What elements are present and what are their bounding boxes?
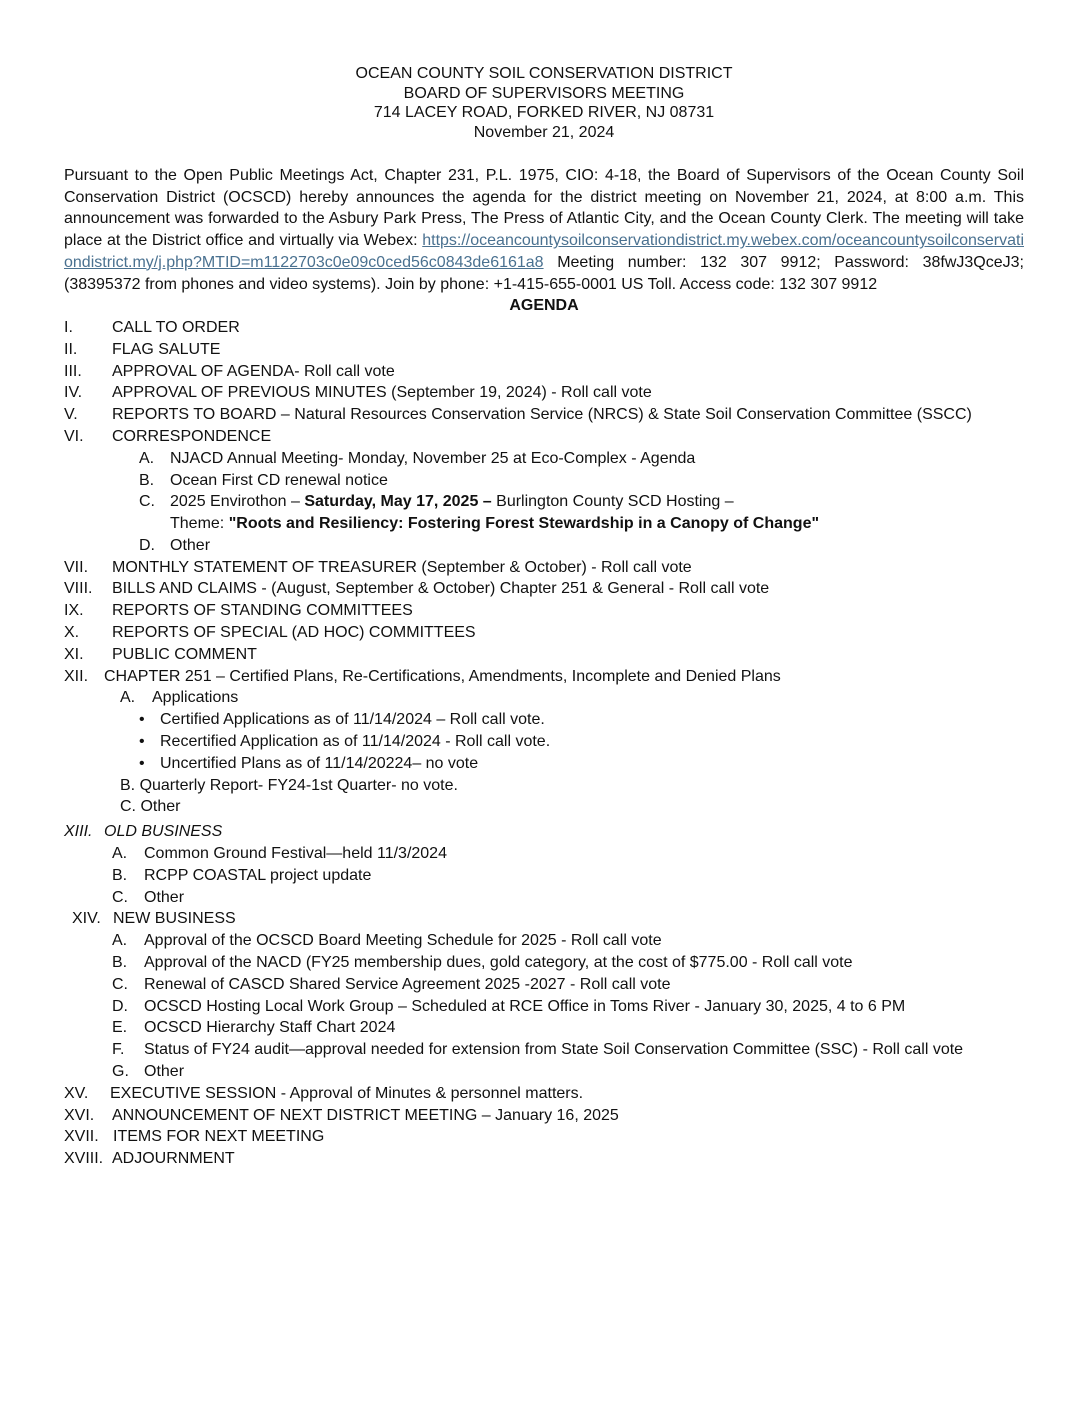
- agenda-item-correspondence: [64, 426, 1024, 448]
- subitem-text: [170, 491, 734, 513]
- document-header: [64, 64, 1024, 142]
- subitem-letter: C.: [112, 975, 128, 993]
- agenda-item-public-comment: [64, 644, 1024, 666]
- subitem-letter: B.: [139, 471, 155, 489]
- agenda-subitem-applications: [64, 687, 1024, 709]
- item-number: XIII.: [64, 823, 93, 841]
- bullet-text: Recertified Application as of 11/14/2024 - Roll call vote.: [160, 733, 551, 751]
- subitem-text: RCPP COASTAL project update: [144, 866, 372, 884]
- subitem-letter: A.: [139, 449, 155, 467]
- item-text: REPORTS OF STANDING COMMITTEES: [112, 602, 413, 620]
- item-text: ANNOUNCEMENT OF NEXT DISTRICT MEETING – January 16, 2025: [112, 1106, 619, 1124]
- agenda-item-approval-of-agenda: [64, 361, 1024, 383]
- item-number: XVII.: [64, 1128, 99, 1146]
- bullet-marker: •: [139, 711, 145, 729]
- agenda-item-adjournment: [64, 1148, 1024, 1170]
- subitem-text: Approval of the NACD (FY25 membership dues, gold category, at the cost of $775.00 - Roll call vote: [144, 954, 853, 972]
- agenda-item-special-committees: [64, 622, 1024, 644]
- subitem-text: [170, 513, 819, 535]
- agenda-subitem: [64, 996, 1024, 1018]
- meeting-address: 714 LACEY ROAD, FORKED RIVER, NJ 08731: [373, 104, 715, 121]
- subitem-text: Ocean First CD renewal notice: [170, 471, 388, 489]
- item-number: IX.: [64, 602, 84, 620]
- agenda-subitem-theme: [64, 513, 1024, 535]
- item-text: APPROVAL OF PREVIOUS MINUTES (September 19, 2024) - Roll call vote: [112, 384, 652, 402]
- subitem-letter: B.: [112, 954, 128, 972]
- item-text: ITEMS FOR NEXT MEETING: [113, 1128, 325, 1146]
- theme-title: "Roots and Resiliency: Fostering Forest Stewardship in a Canopy of Change": [228, 515, 820, 533]
- item-number: XVI.: [64, 1106, 95, 1124]
- item-text: MONTHLY STATEMENT OF TREASURER (September & October) - Roll call vote: [112, 558, 692, 576]
- agenda-item-executive-session: [64, 1083, 1024, 1105]
- subitem-letter: A.: [120, 689, 136, 707]
- subitem-letter: F.: [112, 1041, 125, 1059]
- bullet-text: Uncertified Plans as of 11/14/20224– no vote: [160, 754, 479, 772]
- bullet-marker: •: [139, 733, 145, 751]
- theme-label: Theme:: [170, 515, 229, 533]
- subitem-letter: E.: [112, 1019, 128, 1037]
- subitem-text: Common Ground Festival—held 11/3/2024: [144, 845, 447, 863]
- item-number: VIII.: [64, 580, 93, 598]
- subitem-text: B. Quarterly Report- FY24-1st Quarter- no vote.: [120, 776, 458, 794]
- item-number: XII.: [64, 667, 89, 685]
- subitem-letter: G.: [112, 1063, 129, 1081]
- subitem-text: Other: [144, 888, 185, 906]
- item-text: ADJOURNMENT: [112, 1150, 235, 1168]
- subitem-text: Status of FY24 audit—approval needed for extension from State Soil Conservation Committee (SSC) - Roll call vote: [144, 1041, 964, 1059]
- agenda-item-items-for-next-meeting: [64, 1126, 1024, 1148]
- agenda-list: [64, 317, 1024, 1170]
- subitem-text: OCSCD Hierarchy Staff Chart 2024: [144, 1019, 396, 1037]
- subitem-text: NJACD Annual Meeting- Monday, November 25 at Eco-Complex - Agenda: [170, 449, 696, 467]
- meeting-title: BOARD OF SUPERVISORS MEETING: [403, 84, 685, 102]
- item-text: REPORTS OF SPECIAL (AD HOC) COMMITTEES: [112, 624, 476, 642]
- item-number: I.: [64, 318, 73, 336]
- item-text: EXECUTIVE SESSION - Approval of Minutes & personnel matters.: [110, 1084, 584, 1102]
- meeting-date: November 21, 2024: [473, 123, 615, 141]
- agenda-subitem: [64, 887, 1024, 909]
- agenda-subitem: [64, 865, 1024, 887]
- agenda-item-treasurer: [64, 557, 1024, 579]
- item-number: IV.: [64, 384, 83, 402]
- item-number: XI.: [64, 645, 84, 663]
- agenda-subitem: [64, 1039, 1024, 1061]
- item-text: PUBLIC COMMENT: [112, 645, 257, 663]
- subitem-letter: D.: [139, 536, 155, 554]
- agenda-item-old-business: [64, 821, 1024, 843]
- item-number: V.: [64, 406, 78, 424]
- item-text: CALL TO ORDER: [112, 318, 240, 336]
- agenda-subitem: [64, 974, 1024, 996]
- subitem-text: Approval of the OCSCD Board Meeting Schedule for 2025 - Roll call vote: [144, 932, 662, 950]
- subitem-letter: C.: [139, 493, 155, 511]
- agenda-item-call-to-order: [64, 317, 1024, 339]
- item-text: CHAPTER 251 – Certified Plans, Re-Certifications, Amendments, Incomplete and Denied Plans: [104, 667, 781, 685]
- agenda-item-next-meeting-announcement: [64, 1105, 1024, 1127]
- envirothon-host: Burlington County SCD Hosting –: [491, 493, 734, 511]
- agenda-heading: AGENDA: [509, 297, 579, 315]
- intro-text: Pursuant to the Open Public Meetings Act, Chapter 231, P.L. 1975, CIO: 4-18, the Board of Supervisors of the Ocean County Soil Conservation District (OCSCD) hereby announces the agenda for the district meeting on November 21, 2024, at 8:00 a.m. This announcement was forwarded to the Asbury Park Press, The Press of Atlantic City, and the Ocean County Clerk. The meeting will take place at the District office and virtually via Webex:: [64, 167, 1024, 250]
- item-text: REPORTS TO BOARD – Natural Resources Conservation Service (NRCS) & State Soil Conservation Committee (SSCC): [112, 406, 972, 424]
- agenda-subitem: [64, 843, 1024, 865]
- agenda-subitem: [64, 1017, 1024, 1039]
- item-text: OLD BUSINESS: [104, 823, 223, 841]
- item-text: FLAG SALUTE: [112, 340, 221, 358]
- subitem-text: C. Other: [120, 798, 181, 816]
- item-number: XIV.: [72, 910, 101, 928]
- agenda-item-bills-and-claims: [64, 578, 1024, 600]
- item-number: X.: [64, 624, 80, 642]
- org-name: OCEAN COUNTY SOIL CONSERVATION DISTRICT: [355, 65, 733, 82]
- subitem-text: Renewal of CASCD Shared Service Agreement 2025 -2027 - Roll call vote: [144, 975, 671, 993]
- agenda-subitem: [64, 448, 1024, 470]
- agenda-item-standing-committees: [64, 600, 1024, 622]
- webex-link[interactable]: https://oceancountysoilconservationdistrict.my.webex.com/oceancountysoilconservationdistrict.my/j.php?MTID=m1122703c0e09c0ced56c0843de6161a8: [64, 232, 1024, 271]
- agenda-item-new-business: [64, 908, 1024, 930]
- agenda-subitem: [64, 535, 1024, 557]
- agenda-subitem: [64, 1061, 1024, 1083]
- intro-meeting-details: Meeting number: 132 307 9912; Password: 38fwJ3QceJ3; (38395372 from phones and video systems). Join by phone: +1-415-655-0001 US Toll. Access code: 132 307 9912: [64, 253, 1024, 293]
- subitem-text: Other: [170, 536, 211, 554]
- bullet-marker: •: [139, 754, 145, 772]
- agenda-item-reports-to-board: [64, 404, 1024, 426]
- item-number: XV.: [64, 1084, 89, 1102]
- item-text: CORRESPONDENCE: [112, 427, 272, 445]
- agenda-bullet-item: [64, 709, 1024, 731]
- item-text: APPROVAL OF AGENDA- Roll call vote: [112, 362, 395, 380]
- agenda-item-chapter-251: [64, 666, 1024, 688]
- subitem-text: Other: [144, 1063, 185, 1081]
- subitem-letter: A.: [112, 845, 128, 863]
- envirothon-date: Saturday, May 17, 2025 –: [304, 493, 492, 511]
- item-number: XVIII.: [64, 1150, 104, 1168]
- intro-paragraph: [64, 165, 1024, 295]
- item-text: BILLS AND CLAIMS - (August, September & October) Chapter 251 & General - Roll call vote: [112, 580, 770, 598]
- item-number: VII.: [64, 558, 89, 576]
- subitem-letter: A.: [112, 932, 128, 950]
- item-text: NEW BUSINESS: [113, 910, 236, 928]
- agenda-subitem-envirothon: [64, 491, 1024, 513]
- item-number: II.: [64, 340, 78, 358]
- bullet-text: Certified Applications as of 11/14/2024 – Roll call vote.: [160, 711, 545, 729]
- item-number: VI.: [64, 427, 84, 445]
- agenda-item-previous-minutes: [64, 382, 1024, 404]
- subitem-letter: D.: [112, 997, 128, 1015]
- agenda-subitem-quarterly-report: [64, 775, 1024, 797]
- agenda-subitem: [64, 952, 1024, 974]
- agenda-bullet-item: [64, 731, 1024, 753]
- subitem-letter: C.: [112, 888, 128, 906]
- item-number: III.: [64, 362, 82, 380]
- subitem-text: OCSCD Hosting Local Work Group – Scheduled at RCE Office in Toms River - January 30, 2025, 4 to 6 PM: [144, 997, 906, 1015]
- subitem-letter: B.: [112, 866, 128, 884]
- agenda-subitem: [64, 930, 1024, 952]
- subitem-text: Applications: [152, 689, 239, 707]
- agenda-subitem-other: [64, 796, 1024, 818]
- agenda-bullet-item: [64, 753, 1024, 775]
- agenda-item-flag-salute: [64, 339, 1024, 361]
- document-page: [64, 64, 1024, 1170]
- envirothon-label: 2025 Envirothon –: [170, 493, 305, 511]
- agenda-subitem: [64, 470, 1024, 492]
